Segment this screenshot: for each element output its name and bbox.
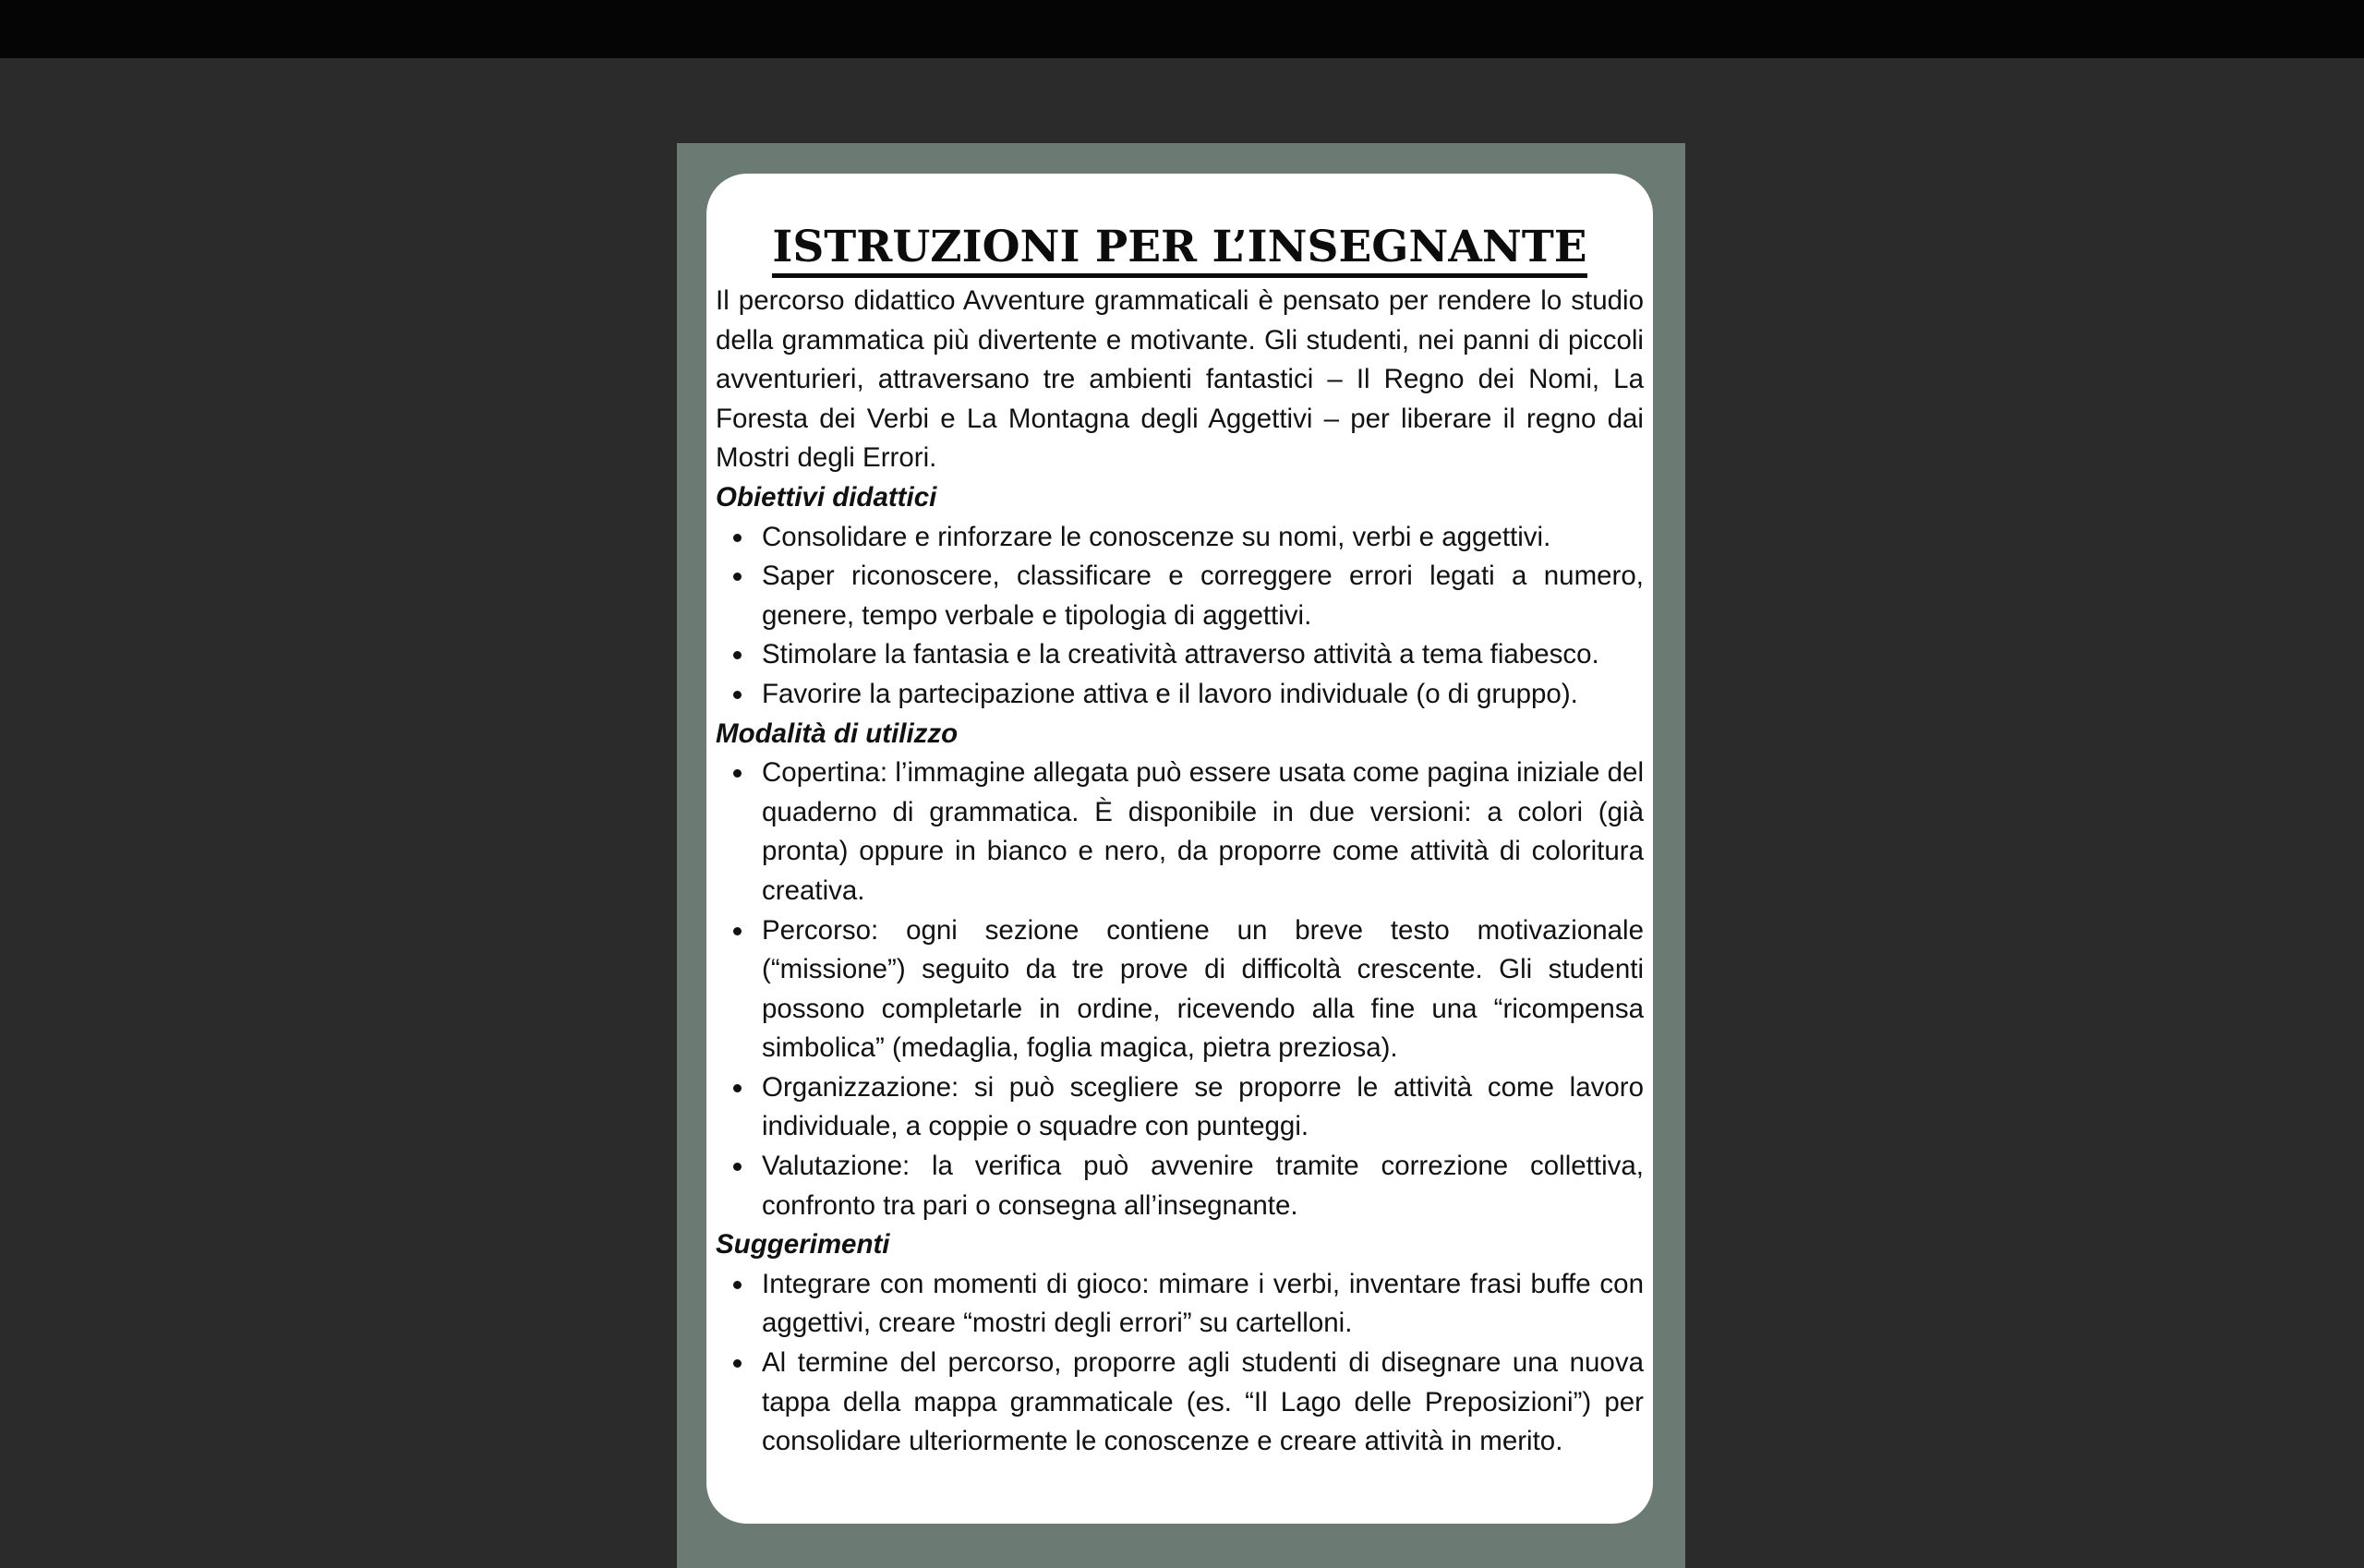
bullet-list-obiettivi: [716, 518, 1644, 715]
intro-paragraph: Il percorso didattico Avventure grammaticali è pensato per rendere lo studio della grammatica più divertente e motivante. Gli studenti, nei panni di piccoli avventurieri, attraversano tre ambienti fantastici – Il Regno dei Nomi, La Foresta dei Verbi e La Montagna degli Aggettivi – per liberare il regno dai Mostri degli Errori.: [716, 285, 1644, 474]
list-item-text: Copertina: l’immagine allegata può essere usata come pagina iniziale del quaderno di grammatica. È disponibile in due versioni: a colori (già pronta) oppure in bianco e nero, da proporre come attività di coloritura creativa.: [762, 757, 1644, 906]
list-item-text: Valutazione: la verifica può avvenire tramite correzione collettiva, confronto tra pari o consegna all’insegnante.: [762, 1151, 1644, 1221]
list-item: [762, 518, 1644, 558]
list-item-text: Consolidare e rinforzare le conoscenze su nomi, verbi e aggettivi.: [762, 521, 1551, 552]
list-item-text: Organizzazione: si può scegliere se proporre le attività come lavoro individuale, a coppie o squadre con punteggi.: [762, 1071, 1644, 1142]
bullet-icon: [733, 651, 742, 659]
list-item: [762, 1344, 1644, 1462]
list-item-text: Stimolare la fantasia e la creatività attraverso attività a tema fiabesco.: [762, 639, 1599, 670]
list-item: [762, 1068, 1644, 1147]
list-item: [762, 911, 1644, 1068]
list-item: [762, 754, 1644, 911]
bullet-icon: [733, 1281, 742, 1289]
bullet-icon: [733, 1163, 742, 1171]
list-item: [762, 1265, 1644, 1344]
list-item: [762, 675, 1644, 715]
bullet-icon: [733, 769, 742, 778]
list-item: [762, 1147, 1644, 1225]
viewer-top-bar: [0, 0, 2364, 58]
bullet-list-suggerimenti: [716, 1265, 1644, 1462]
section-heading-modalita: Modalità di utilizzo: [716, 718, 959, 749]
section-heading-obiettivi: Obiettivi didattici: [716, 481, 937, 513]
bullet-icon: [733, 573, 742, 581]
list-item-text: Al termine del percorso, proporre agli studenti di disegnare una nuova tappa della mappa grammaticale (es. “Il Lago delle Preposizioni”) per consolidare ulteriormente le conoscenze e creare attività in merito.: [762, 1347, 1644, 1457]
instructions-card: [706, 174, 1653, 1524]
list-item-text: Percorso: ogni sezione contiene un breve testo motivazionale (“missione”) seguito da tre prove di difficoltà crescente. Gli studenti possono completarle in ordine, ricevendo alla fine una “ricompensa simbolica” (medaglia, foglia magica, pietra preziosa).: [762, 914, 1644, 1064]
bullet-icon: [733, 534, 742, 542]
page-title: [716, 218, 1644, 278]
list-item: [762, 635, 1644, 675]
section-heading-suggerimenti: Suggerimenti: [716, 1229, 890, 1260]
list-item-text: Saper riconoscere, classificare e correggere errori legati a numero, genere, tempo verbale e tipologia di aggettivi.: [762, 561, 1644, 631]
bullet-icon: [733, 927, 742, 935]
bullet-icon: [733, 691, 742, 699]
bullet-list-modalita: [716, 754, 1644, 1225]
list-item: [762, 557, 1644, 635]
page-title-text: ISTRUZIONI PER L’INSEGNANTE: [772, 222, 1586, 278]
list-item-text: Favorire la partecipazione attiva e il lavoro individuale (o di gruppo).: [762, 678, 1578, 709]
bullet-icon: [733, 1359, 742, 1368]
document-page: [677, 143, 1685, 1568]
document-viewer[interactable]: [0, 58, 2364, 1538]
list-item-text: Integrare con momenti di gioco: mimare i verbi, inventare frasi buffe con aggettivi, creare “mostri degli errori” su cartelloni.: [762, 1268, 1644, 1339]
bullet-icon: [733, 1084, 742, 1092]
